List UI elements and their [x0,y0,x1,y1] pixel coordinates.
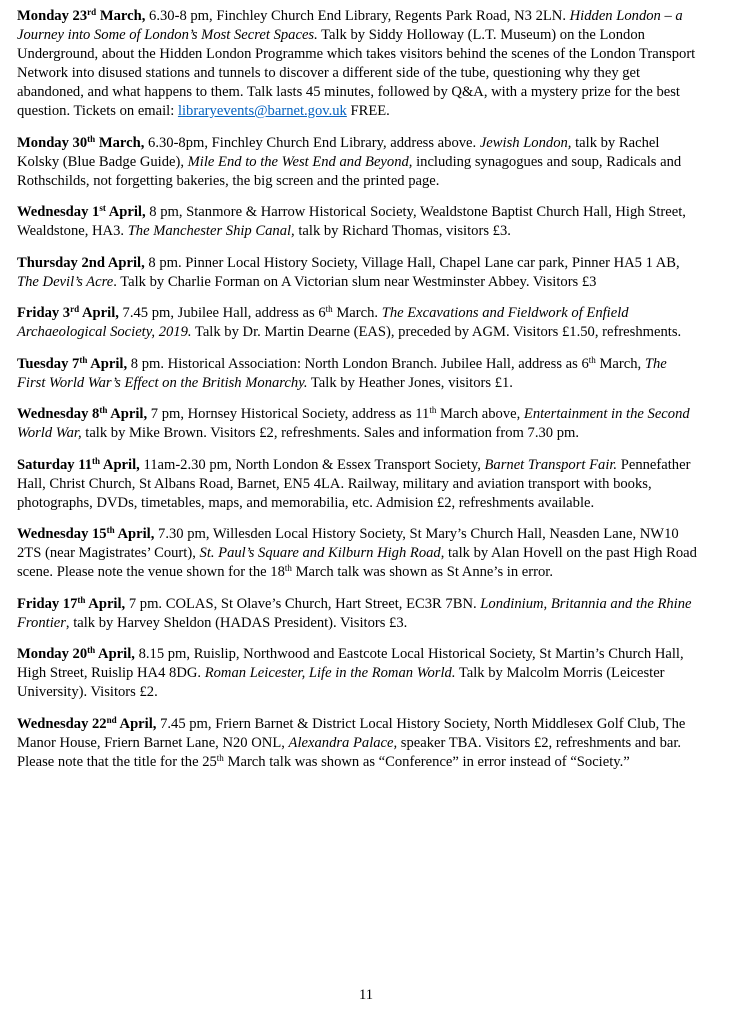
event-details: , talk by Harvey Sheldon (HADAS President). Visitors £3. [65,614,408,631]
event-details: 8 pm. Pinner Local History Society, Village Hall, Chapel Lane car park, Pinner HA5 1 AB, [144,254,680,271]
event-talk-title: The Devil’s Acre [17,273,114,290]
event-details: 6.30-8pm, Finchley Church End Library, address above. [144,134,480,151]
event-date: Monday 20th April, [17,645,135,662]
event-details: 7 pm, Hornsey Historical Society, address as 11 [147,406,430,422]
event-date: Monday 30th March, [17,133,145,151]
event-details: Talk by Malcolm Morris (Leicester University). Visitors £2. [17,665,665,700]
event-talk-title: St. Paul’s Square and Kilburn High Road [199,545,441,561]
event-details: March talk was shown as “Conference” in error instead of “Society.” [223,753,630,770]
event-entry-wed-15-april: Wednesday 15th April, 7.30 pm, Willesden Local History Society, St Mary’s Church Hall, Neasden Lane, NW10 2TS (near Magistrates’ Court), St. Paul’s Square and Kilburn High Road, talk by Alan Hovell on the past High Road scene. Please note the venue shown for the 18th March talk was shown as St Anne’s in error. [17,525,697,580]
event-details: March. [332,305,382,321]
event-details: FREE. [346,103,390,119]
event-details: Talk by Dr. Martin Dearne (EAS), preceded by AGM. Visitors £1.50, refreshments. [191,324,682,340]
page-number: 11 [358,987,374,1003]
event-date: Saturday 11th April, [17,455,140,473]
event-entry-wed-22-april: Wednesday 22nd April, 7.45 pm, Friern Barnet & District Local History Society, North Middlesex Golf Club, The Manor House, Friern Barnet Lane, N20 ONL, Alexandra Palace, speaker TBA. Visitors £2, refreshments and bar. Please note that the title for the 25th March talk was shown as “Conference” in error instead of “Society.” [17,714,686,770]
event-entry-wed-8-april: Wednesday 8th April, 7 pm, Hornsey Historical Society, address as 11th March above, Entertainment in the Second World War, talk by Mike Brown. Visitors £2, refreshments. Sales and information from 7.30 pm. [17,405,690,441]
event-date: Friday 3rd April, [17,304,119,321]
event-details: March talk was shown as St Anne’s in error. [291,564,553,580]
event-details: Pennefather Hall, Christ Church, St Albans Road, Barnet, EN5 4LA. Railway, military and aviation transport with books, photographs, DVDs, timetables, maps, and memorabilia, etc. Admision £2, refreshments available. [17,456,691,511]
event-details: 7 pm. COLAS, St Olave’s Church, Hart Street, EC3R 7BN. [125,595,481,612]
event-date: Wednesday 15th April, [17,525,155,542]
event-talk-title: Barnet Transport Fair. [484,456,618,473]
event-details: 8 pm, Stanmore & Harrow Historical Society, Wealdstone Baptist Church Hall, High Street, Wealdstone, HA3. [17,204,686,239]
event-talk-title: The Excavations and Fieldwork of Enfield Archaeological Society, 2019. [17,305,629,340]
event-talk-title: Alexandra Palace, [288,734,398,751]
events-listing [17,7,697,784]
event-details: talk by Mike Brown. Visitors £2, refreshments. Sales and information from 7.30 pm. [81,425,580,441]
event-entry-mon-20-april [17,645,697,702]
event-details: March above, [436,406,524,422]
event-details: talk by Richard Thomas, visitors £3. [294,223,511,239]
event-entry-mon-30-march [17,134,697,191]
event-talk-title: Londinium, Britannia and the Rhine Frontier [17,595,692,631]
event-details: 8 pm. Historical Association: North London Branch. Jubilee Hall, address as 6 [127,355,589,372]
event-talk-title: Roman Leicester, Life in the Roman World. [204,665,456,681]
event-talk-title: Entertainment in the Second World War, [17,406,690,441]
event-entry-thu-2-april [17,254,697,292]
event-details: talk by Rachel Kolsky (Blue Badge Guide), [17,134,660,170]
event-entry-sat-11-april [17,456,697,513]
event-talk-subtitle: Mile End to the West End and Beyond, [187,153,413,170]
event-details: 7.45 pm, Jubilee Hall, address as 6 [118,305,326,321]
event-details: Talk by Heather Jones, visitors £1. [307,374,513,391]
event-entry-fri-3-april: Friday 3rd April, 7.45 pm, Jubilee Hall, address as 6th March. The Excavations and Fieldwork of Enfield Archaeological Society, 2019. Talk by Dr. Martin Dearne (EAS), preceded by AGM. Visitors £1.50, refreshments. [17,304,682,340]
event-details: 8.15 pm, Ruislip, Northwood and Eastcote Local Historical Society, St Martin’s Church Hall, High Street, Ruislip HA4 8DG. [17,646,684,681]
event-details: Talk by Siddy Holloway (L.T. Museum) on the London Underground, about the Hidden London Programme which takes visitors behind the scenes of the London Transport Network into disused stations and tunnels to discover a different side of the tube, questioning why they get abandoned, and what happens to them. Talk lasts 45 minutes, followed by Q&A, with a mystery prize for the best question. Tickets on email: [17,27,696,119]
email-link[interactable]: libraryevents@barnet.gov.uk [177,103,347,119]
event-date: Thursday 2nd April, [17,254,145,271]
event-entry-tue-7-april: Tuesday 7th April, 8 pm. Historical Association: North London Branch. Jubilee Hall, address as 6th March, The First World War’s Effect on the British Monarchy. Talk by Heather Jones, visitors £1. [17,354,667,391]
event-date: Wednesday 8th April, [17,405,148,422]
event-details: 7.30 pm, Willesden Local History Society, St Mary’s Church Hall, Neasden Lane, NW10 2TS (near Magistrates’ Court), [17,526,679,561]
event-talk-title: Jewish London, [479,134,572,151]
event-date: Wednesday 22nd April, [17,714,157,732]
event-entry-fri-17-april [17,595,697,633]
event-entry-mon-23-march [17,7,697,121]
event-details: 7.45 pm, Friern Barnet & District Local History Society, North Middlesex Golf Club, The Manor House, Friern Barnet Lane, N20 ONL, [17,715,686,751]
event-entry-wed-1-april [17,203,697,241]
event-details: including synagogues and soup, Radicals and Rothschilds, not forgetting bakeries, the big screen and the printed page. [17,153,682,189]
event-date: Monday 23rd March, [17,7,146,24]
event-details: speaker TBA. Visitors £2, refreshments and bar. Please note that the title for the 25 [17,734,682,770]
event-details: March, [595,355,645,372]
event-date: Friday 17th April, [17,594,126,612]
event-date: Wednesday 1st April, [17,203,146,220]
event-details: 11am-2.30 pm, North London & Essex Transport Society, [139,456,485,473]
event-talk-title: The Manchester Ship Canal, [127,223,295,239]
event-talk-title: Hidden London – a Journey into Some of London’s Most Secret Spaces. [17,8,683,43]
event-details: , talk by Alan Hovell on the past High Road scene. Please note the venue shown for the 18 [17,545,697,580]
event-talk-title: The First World War’s Effect on the British Monarchy. [17,355,667,391]
event-date: Tuesday 7th April, [17,354,128,372]
event-details: 6.30-8 pm, Finchley Church End Library, Regents Park Road, N3 2LN. [145,8,570,24]
event-details: . Talk by Charlie Forman on A Victorian slum near Westminster Abbey. Visitors £3 [113,273,597,290]
